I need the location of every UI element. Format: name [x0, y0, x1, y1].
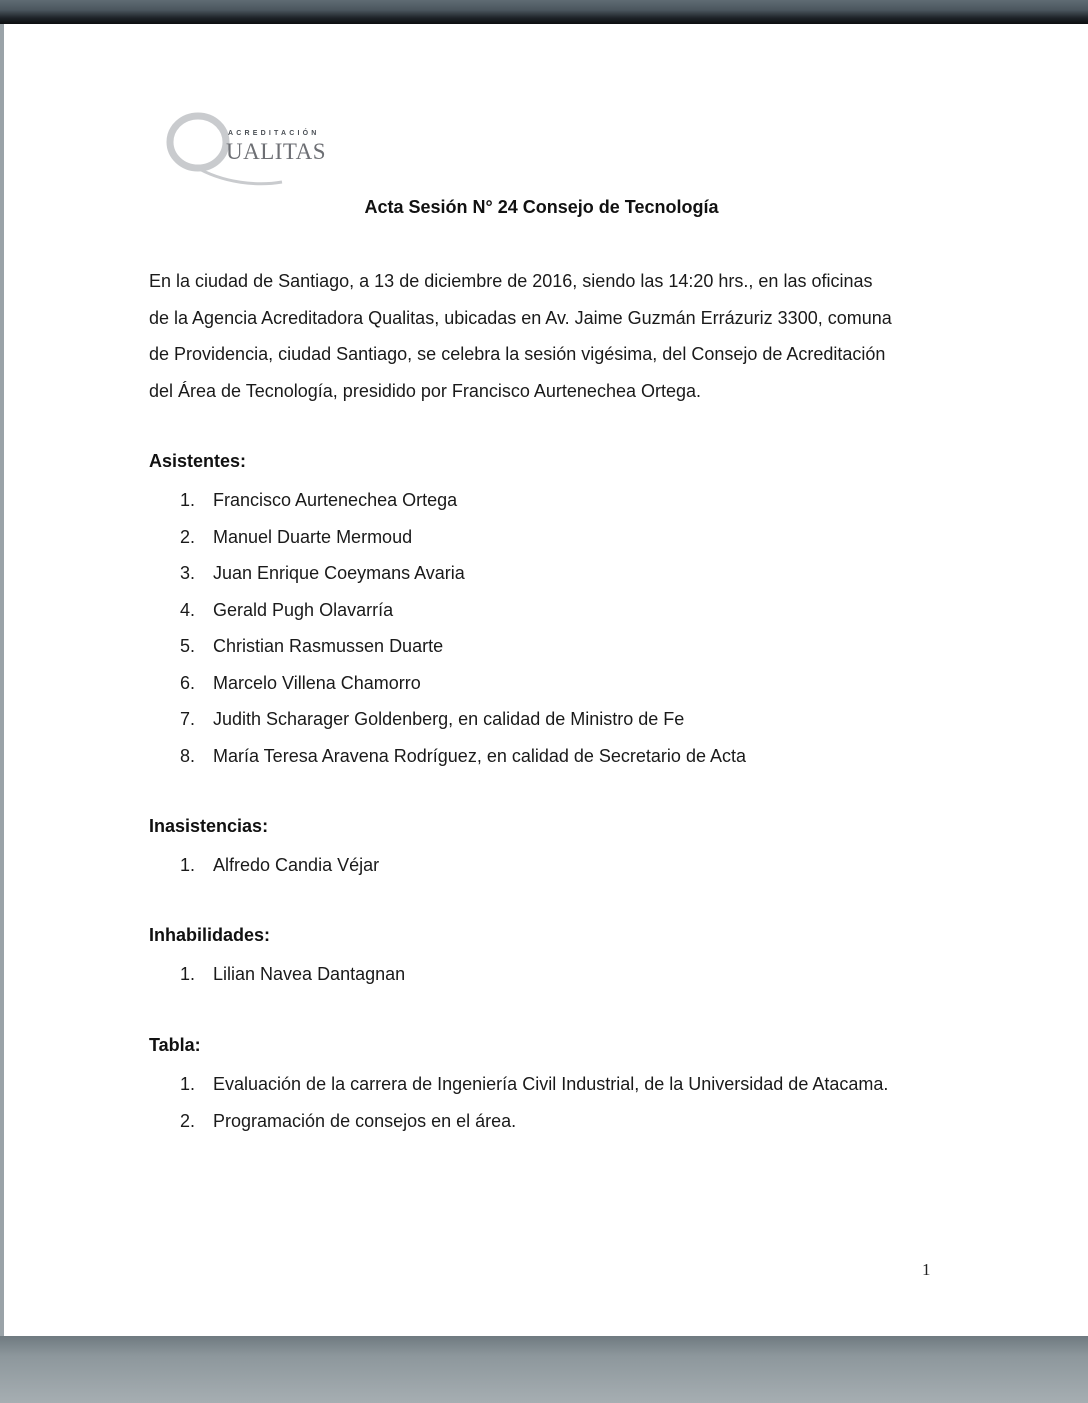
list-item	[180, 482, 746, 519]
list-item	[180, 738, 746, 775]
item-text: Gerald Pugh Olavarría	[213, 599, 394, 620]
item-text: Evaluación de la carrera de Ingeniería Civil Industrial, de la Universidad de Atacama.	[213, 1074, 889, 1094]
item-number: 1.	[180, 1074, 196, 1094]
list-item	[180, 956, 405, 993]
intro-line: de Providencia, ciudad Santiago, se celebra la sesión vigésima, del Consejo de Acreditación	[149, 344, 886, 364]
item-number: 6.	[180, 672, 196, 693]
page-number: 1	[922, 1260, 931, 1279]
item-text: Marcelo Villena Chamorro	[213, 672, 421, 693]
item-number: 1.	[180, 855, 196, 875]
intro-line: de la Agencia Acreditadora Qualitas, ubicadas en Av. Jaime Guzmán Errázuriz 3300, comuna	[149, 307, 892, 328]
list-item	[180, 665, 746, 702]
item-text: Manuel Duarte Mermoud	[213, 526, 413, 547]
item-text: María Teresa Aravena Rodríguez, en calidad de Secretario de Acta	[213, 745, 746, 766]
intro-line: En la ciudad de Santiago, a 13 de diciembre de 2016, siendo las 14:20 hrs., en las oficinas	[149, 271, 873, 291]
inhabilidades-list	[180, 956, 405, 993]
tabla-list	[180, 1066, 888, 1139]
item-text: Programación de consejos en el área.	[213, 1110, 517, 1131]
item-number: 1.	[180, 964, 196, 984]
inhabilidades-heading: Inhabilidades:	[149, 925, 271, 945]
document-title: Acta Sesión N° 24 Consejo de Tecnología	[364, 197, 719, 217]
item-number: 2.	[180, 1110, 196, 1131]
asistentes-heading: Asistentes:	[149, 451, 247, 471]
item-text: Lilian Navea Dantagnan	[213, 964, 406, 984]
item-number: 7.	[180, 709, 196, 729]
intro-line: del Área de Tecnología, presidido por Francisco Aurtenechea Ortega.	[149, 380, 702, 401]
list-item	[180, 701, 746, 738]
list-item	[180, 519, 746, 556]
item-text: Alfredo Candia Véjar	[213, 855, 380, 875]
item-number: 5.	[180, 636, 196, 656]
list-item	[180, 1103, 888, 1140]
scan-border-bottom	[0, 1336, 1088, 1403]
document-page	[4, 24, 1088, 1336]
asistentes-list	[180, 482, 746, 774]
item-text: Judith Scharager Goldenberg, en calidad de Ministro de Fe	[213, 709, 685, 729]
list-item	[180, 1066, 888, 1103]
item-number: 3.	[180, 563, 196, 583]
list-item	[180, 628, 746, 665]
logo-big-text: UALITAS	[226, 139, 327, 164]
list-item	[180, 555, 746, 592]
item-number: 8.	[180, 745, 196, 766]
inasistencias-list	[180, 847, 379, 884]
intro-paragraph	[149, 263, 949, 409]
item-number: 4.	[180, 599, 196, 620]
list-item	[180, 847, 379, 884]
item-text: Francisco Aurtenechea Ortega	[213, 490, 458, 510]
inasistencias-heading: Inasistencias:	[149, 816, 269, 836]
item-text: Christian Rasmussen Duarte	[213, 636, 444, 656]
qualitas-logo	[164, 112, 344, 192]
list-item	[180, 592, 746, 629]
scan-border-top	[0, 0, 1088, 24]
logo-small-text: ACREDITACIÓN	[228, 130, 320, 137]
item-number: 1.	[180, 490, 196, 510]
item-text: Juan Enrique Coeymans Avaria	[213, 563, 465, 583]
tabla-heading: Tabla:	[149, 1035, 201, 1055]
item-number: 2.	[180, 526, 196, 547]
